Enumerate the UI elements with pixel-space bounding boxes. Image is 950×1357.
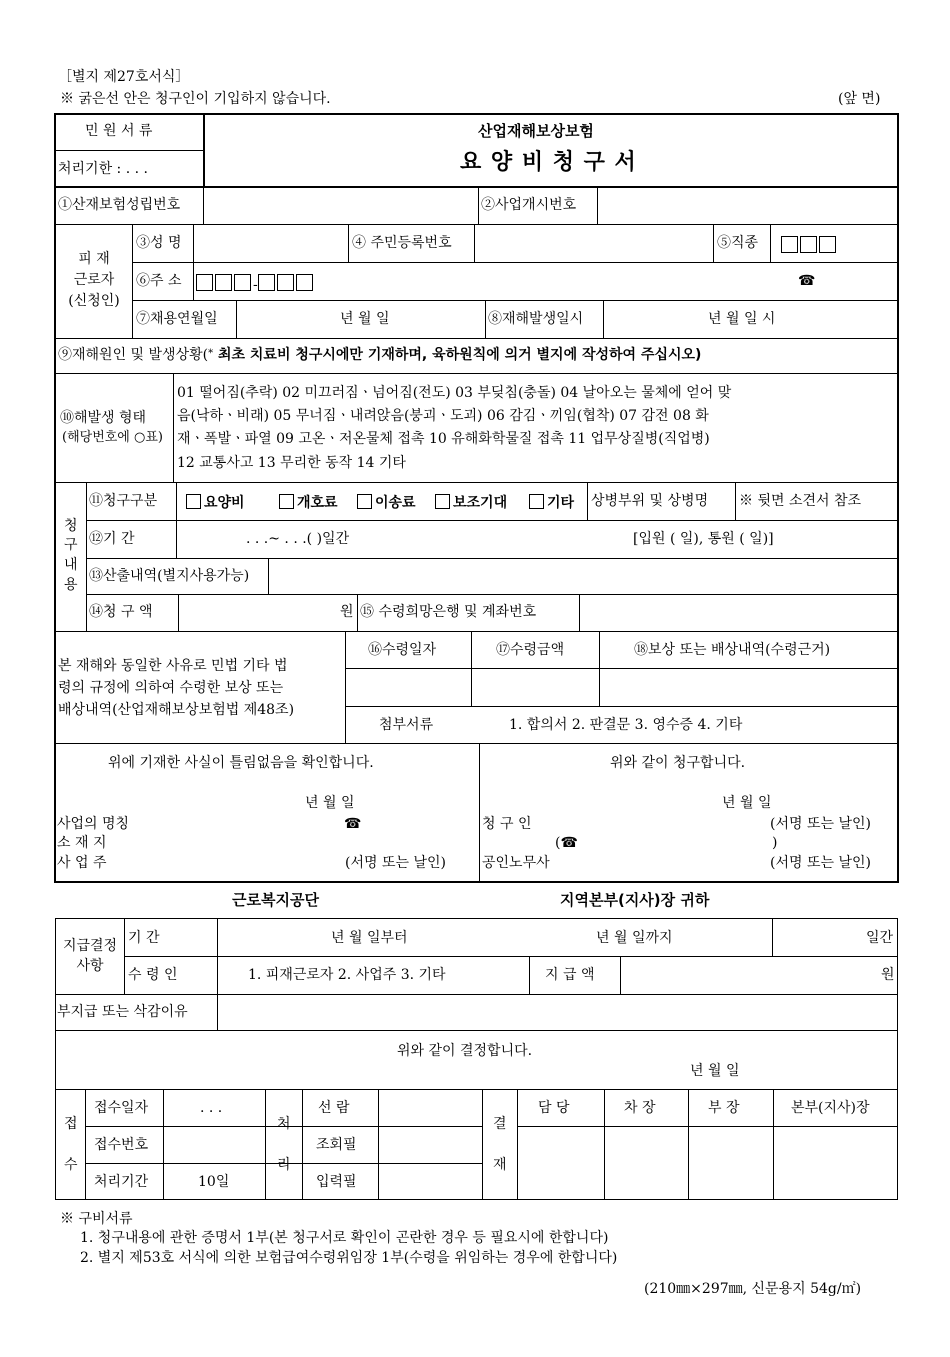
receiver-label: 수 령 인 (128, 967, 178, 983)
estab-no-label: ①산재보험성립번호 (58, 197, 181, 213)
branch-head-label: 본부(지사)장 (791, 1100, 870, 1116)
reject-field[interactable] (220, 997, 895, 1028)
period-value[interactable]: . . .~ . . .( )일간 (246, 531, 350, 547)
input-label: 입력필 (316, 1174, 357, 1190)
civil-doc-label: 민 원 서 류 (85, 123, 153, 139)
claim-group-c3: 내 (64, 557, 78, 573)
recv-amount-label: ⑰수령금액 (496, 642, 565, 658)
cause-label-text: ⑨재해원인 및 발생상황 (58, 347, 203, 363)
decision-group-l2: 사항 (76, 958, 104, 974)
phone-icon: ☎ (798, 273, 816, 289)
decision-period-label: 기 간 (128, 930, 160, 946)
checkbox-aid[interactable] (435, 494, 450, 509)
opt-transfer[interactable] (357, 494, 416, 510)
labor-attorney-label: 공인노무사 (482, 855, 550, 871)
page-side: (앞 면) (838, 91, 881, 107)
worker-group-l1: 피 재 (78, 251, 110, 267)
accident-datetime-label: ⑧재해발생일시 (488, 311, 584, 327)
opt-etc-label: 기타 (547, 495, 575, 511)
cause-note: 최초 치료비 청구시에만 기재하며, 육하원칙에 의거 별지에 작성하여 주십시오) (213, 347, 702, 363)
period-label: ⑫기 간 (89, 531, 135, 547)
location-label: 소 재 지 (57, 835, 107, 851)
business-no-label: ②사업개시번호 (481, 197, 577, 213)
decision-period-from[interactable]: 년 월 일부터 (331, 930, 408, 946)
type-line-1[interactable]: 01 떨어짐(추락) 02 미끄러짐ㆍ넘어짐(전도) 03 부딪침(충돌) 04 날아오는 물체에 얻어 맞 (177, 385, 732, 401)
bank-field[interactable] (582, 597, 895, 629)
header-note: ※ 굵은선 안은 청구인이 기입하지 않습니다. (60, 91, 331, 107)
form-subtitle: 산업재해보상보험 (478, 122, 594, 140)
decided-statement: 위와 같이 결정합니다. (397, 1043, 533, 1059)
cause-label (58, 348, 701, 362)
name-field[interactable] (196, 227, 346, 260)
claimant-phone-close: ) (772, 835, 778, 851)
amount-won: 원 (340, 604, 354, 620)
injury-ref: ※ 뒷면 소견서 참조 (739, 493, 862, 509)
doc-1: 1. 청구내용에 관한 증명서 1부(본 청구서로 확인이 곤란한 경우 등 필요시에 한합니다) (80, 1230, 609, 1246)
biz-name-label: 사업의 명칭 (57, 816, 130, 832)
pay-won: 원 (881, 967, 895, 983)
decision-days: 일간 (866, 930, 894, 946)
opt-aid[interactable] (435, 494, 507, 510)
opt-care-label: 개호료 (297, 495, 338, 511)
calc-field[interactable] (271, 561, 895, 592)
receipt-date-value[interactable]: . . . (200, 1100, 223, 1116)
bank-label: ⑮ 수령희망은행 및 계좌번호 (360, 604, 537, 620)
checkbox-medical[interactable] (186, 494, 201, 509)
decision-period-to[interactable]: 년 월 일까지 (596, 930, 673, 946)
business-no-field[interactable] (600, 190, 895, 222)
checkbox-care[interactable] (279, 494, 294, 509)
approve-c2: 재 (493, 1157, 507, 1173)
proc-c2: 리 (277, 1157, 291, 1173)
type-line-4[interactable]: 12 교통사고 13 무리한 동작 14 기타 (177, 455, 406, 471)
claimant-phone[interactable]: (☎ (555, 835, 578, 851)
processing-deadline: 처리기한 : . . . (58, 161, 148, 177)
accident-datetime-field[interactable]: 년 월 일 시 (708, 311, 776, 327)
opt-medical-label: 요양비 (204, 495, 245, 511)
decision-group-l1: 지급결정 (62, 938, 118, 954)
zip-code-boxes[interactable] (196, 274, 315, 292)
receipt-period-value: 10일 (198, 1174, 230, 1190)
type-label-l2: (해당번호에 ○표) (62, 430, 163, 445)
estab-no-field[interactable] (206, 190, 476, 222)
zip-separator: - (253, 277, 258, 293)
opt-transfer-label: 이송료 (375, 495, 416, 511)
owner-label: 사 업 주 (57, 855, 107, 871)
resident-no-field[interactable] (477, 227, 711, 260)
type-line-2[interactable]: 음(낙하ㆍ비래) 05 무너짐ㆍ내려앉음(붕괴ㆍ도괴) 06 감김ㆍ끼임(협착) 07 감전 08 화 (177, 408, 709, 424)
comp-desc-l3: 배상내역(산업재해보상보험법 제48조) (58, 702, 295, 718)
form-number: ［별지 제27호서식］ (58, 69, 190, 85)
name-label: ③성 명 (136, 235, 182, 251)
worker-group-l3: (신청인) (68, 293, 120, 309)
paper-spec: (210㎜×297㎜, 신문용지 54g/㎡) (644, 1281, 862, 1297)
comp-desc-l1: 본 재해와 동일한 사유로 민법 기타 법 (58, 658, 288, 674)
amount-label: ⑭청 구 액 (89, 604, 153, 620)
section-chief-label: 차 장 (624, 1100, 656, 1116)
left-date[interactable]: 년 월 일 (305, 795, 355, 811)
hire-date-field[interactable]: 년 월 일 (340, 311, 390, 327)
claim-type-label: ⑪청구구분 (89, 493, 158, 509)
right-statement: 위와 같이 청구합니다. (610, 755, 746, 771)
period-detail[interactable]: [입원 ( 일), 통원 ( 일)] (633, 531, 774, 547)
cause-note-star: * (208, 348, 214, 359)
receipt-group-c1: 접 (64, 1116, 78, 1132)
attach-label: 첨부서류 (379, 717, 434, 733)
opt-medical[interactable] (186, 494, 245, 510)
claim-group-c2: 구 (64, 537, 78, 553)
docs-title: ※ 구비서류 (60, 1211, 133, 1227)
left-statement: 위에 기재한 사실이 틀림없음을 확인합니다. (108, 755, 374, 771)
approve-c1: 결 (493, 1116, 507, 1132)
attorney-sign[interactable]: (서명 또는 날인) (770, 855, 871, 871)
hire-date-label: ⑦채용연월일 (136, 311, 218, 327)
recv-date-label: ⑯수령일자 (368, 642, 437, 658)
claimant-label: 청 구 인 (482, 816, 532, 832)
owner-sign[interactable]: (서명 또는 날인) (345, 855, 446, 871)
page-title: 요 양 비 청 구 서 (460, 150, 637, 175)
inquiry-label: 조회필 (316, 1137, 357, 1153)
attach-items[interactable]: 1. 합의서 2. 판결문 3. 영수증 4. 기타 (509, 717, 743, 733)
claim-group-c4: 용 (64, 577, 78, 593)
claim-group-c1: 청 (64, 518, 78, 534)
dept-head-label: 부 장 (708, 1100, 740, 1116)
job-label: ⑤직종 (717, 235, 759, 251)
opt-care[interactable] (279, 494, 338, 510)
recv-detail-label: ⑱보상 또는 배상내역(수령근거) (634, 642, 831, 658)
right-date[interactable]: 년 월 일 (722, 795, 772, 811)
opt-etc[interactable] (529, 494, 574, 510)
biz-phone-icon: ☎ (344, 816, 362, 832)
resident-no-label: ④ 주민등록번호 (352, 235, 452, 251)
worker-group-l2: 근로자 (73, 272, 115, 288)
pay-label: 지 급 액 (545, 967, 595, 983)
claimant-sign[interactable]: (서명 또는 날인) (770, 816, 871, 832)
receiver-opts[interactable]: 1. 피재근로자 2. 사업주 3. 기타 (248, 967, 446, 983)
receipt-group-c2: 수 (64, 1157, 78, 1173)
doc-2: 2. 별지 제53호 서식에 의한 보험급여수령위임장 1부(수령을 위임하는 경우에 한합니다) (80, 1250, 618, 1266)
opt-aid-label: 보조기대 (453, 495, 508, 511)
type-line-3[interactable]: 재ㆍ폭발ㆍ파열 09 고온ㆍ저온물체 접촉 10 유해화학물질 접촉 11 업무상질병(직업병) (177, 431, 710, 447)
address-label: ⑥주 소 (136, 273, 182, 289)
cause-note-open: ( (202, 347, 209, 363)
receipt-date-label: 접수일자 (94, 1100, 149, 1116)
decided-date[interactable]: 년 월 일 (690, 1063, 740, 1079)
checkbox-etc[interactable] (529, 494, 544, 509)
receipt-period-label: 처리기간 (94, 1174, 149, 1190)
reject-label: 부지급 또는 삭감이유 (57, 1004, 188, 1020)
view-label: 선 람 (318, 1100, 350, 1116)
staff-label: 담 당 (538, 1100, 570, 1116)
checkbox-transfer[interactable] (357, 494, 372, 509)
injury-label: 상병부위 및 상병명 (591, 493, 709, 509)
proc-c1: 처 (277, 1116, 291, 1132)
type-label-l1: ⑩해발생 형태 (60, 410, 147, 426)
job-code-boxes[interactable] (781, 236, 838, 254)
calc-label: ⑬산출내역(별지사용가능) (89, 568, 250, 584)
comp-desc-l2: 령의 규정에 의하여 수령한 보상 또는 (58, 680, 284, 696)
receipt-no-label: 접수번호 (94, 1137, 149, 1153)
office-name: 지역본부(지사)장 귀하 (560, 891, 710, 909)
agency-name: 근로복지공단 (232, 891, 319, 909)
